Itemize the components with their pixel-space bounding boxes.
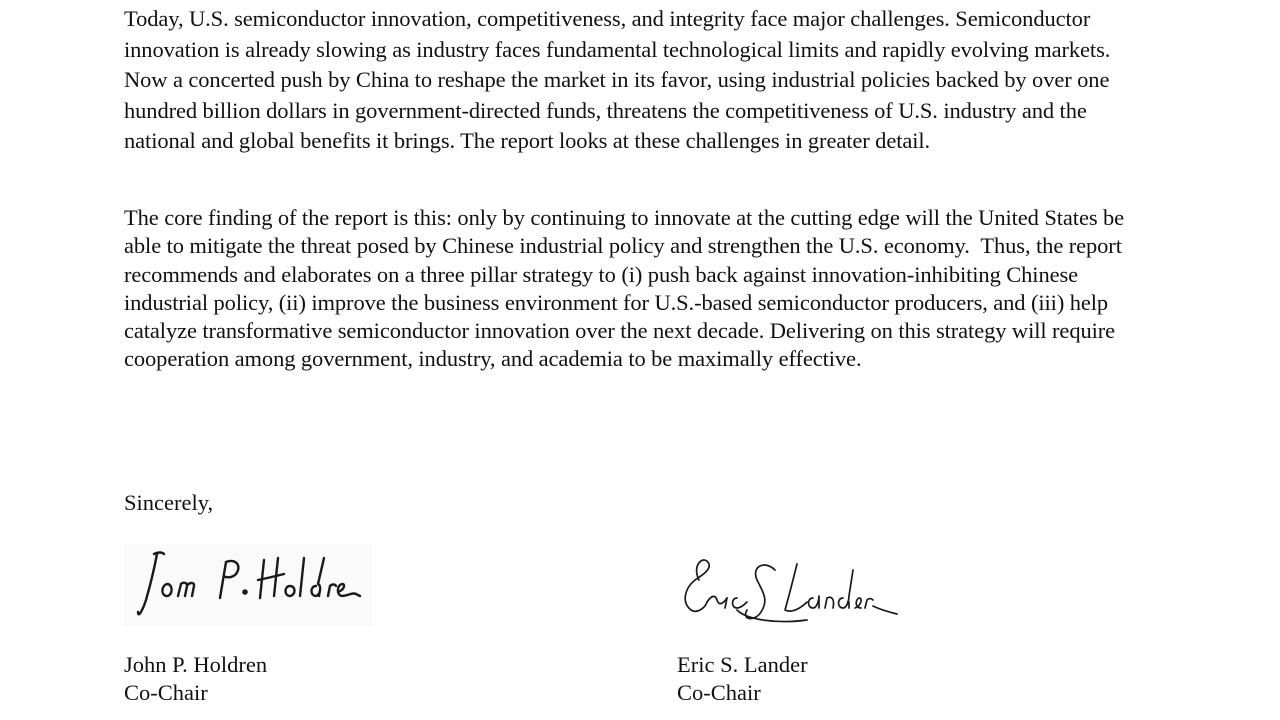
signer-title: Co-Chair: [124, 680, 208, 706]
signature-text: John P. Holdren: [124, 540, 131, 541]
letter-paragraph: Today, U.S. semiconductor innovation, competitiveness, and integrity face major challenges. Semiconductor innovation is already slowing as industry faces fundamental technological limits and rapidly evolving markets. Now a concerted push by China to reshape the market in its favor, using industrial policies backed by over one hundred billion dollars in government-directed funds, threatens the competitiveness of U.S. industry and the national and global benefits it brings. The report looks at these challenges in greater detail.: [124, 6, 1116, 154]
signer-title: Co-Chair: [677, 680, 761, 706]
signer-info: [677, 651, 808, 708]
signature-text: Eric S. Lander: [677, 540, 683, 541]
letter-paragraph: The core finding of the report is this: only by continuing to innovate at the cutting edge will the United States be able to mitigate the threat posed by Chinese industrial policy and strengthen the U.S. economy. Thus, the report recommends and elaborates on a three pillar strategy to (i) push back against innovation-inhibiting Chinese industrial policy, (ii) improve the business environment for U.S.-based semiconductor producers, and (iii) help catalyze transformative semiconductor innovation over the next decade. Delivering on this strategy will require cooperation among government, industry, and academia to be maximally effective.: [124, 205, 1125, 372]
signature-lander: [677, 540, 907, 635]
signer-info: [124, 651, 267, 708]
signer-name: Eric S. Lander: [677, 652, 808, 677]
signature-holdren: [124, 540, 374, 630]
closing-salutation: Sincerely,: [124, 490, 214, 515]
signer-name: John P. Holdren: [124, 652, 268, 677]
